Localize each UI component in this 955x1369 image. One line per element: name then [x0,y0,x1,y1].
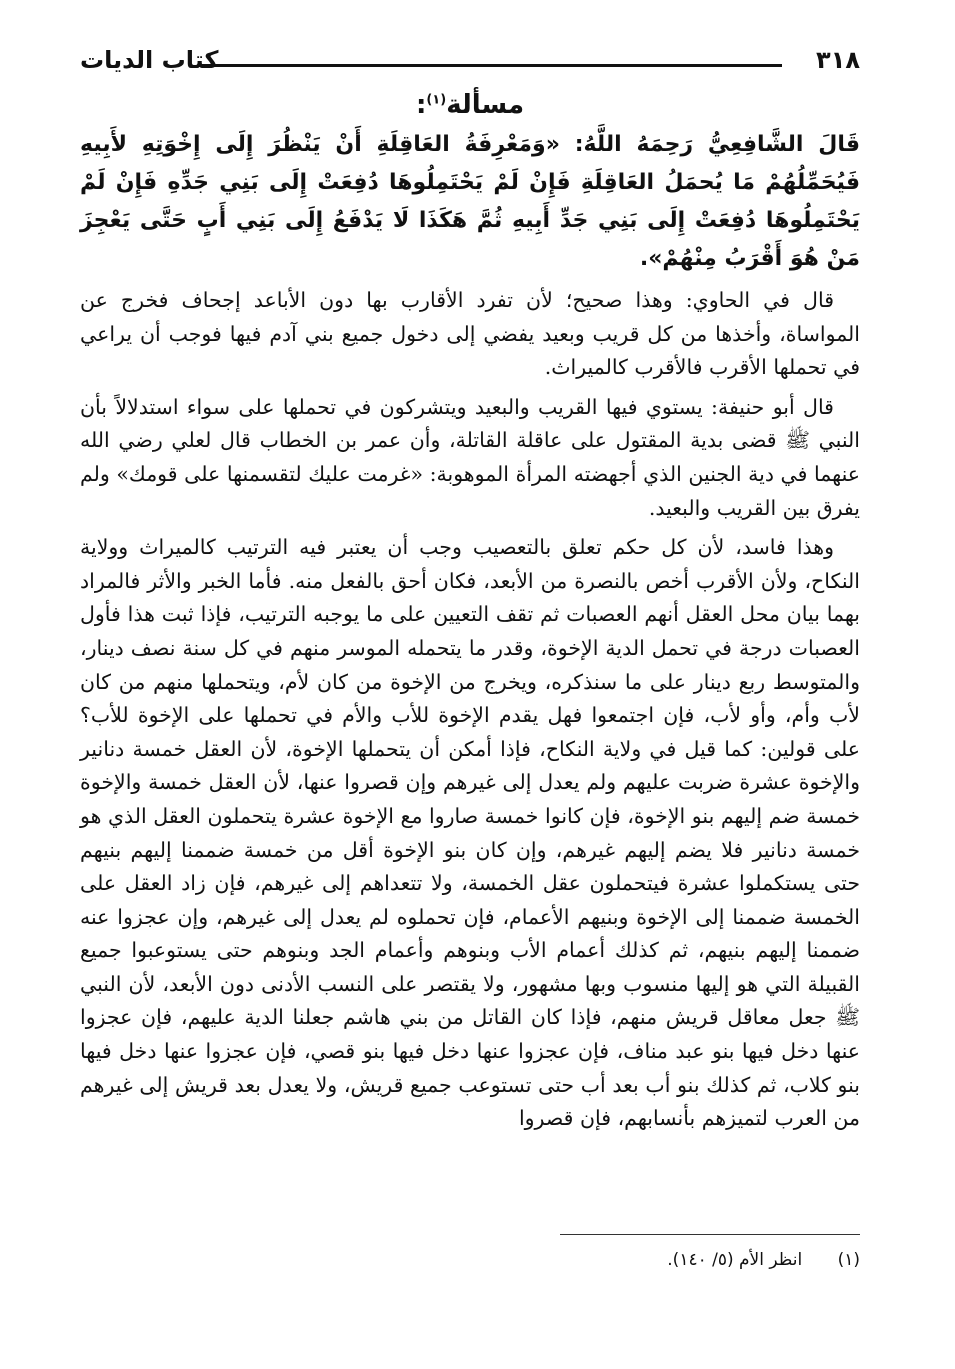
footnote-number: (١) [837,1250,860,1270]
footnote-rule [560,1234,860,1235]
paragraph-refutation: وهذا فاسد، لأن كل حكم تعلق بالتعصيب وجب أن يعتبر فيه الترتيب كالميراث وولاية النكاح، ولأن الأقرب أخص بالنصرة من الأبعد، فكان أحق بالفعل منه. فأما الخبر والأثر فالمراد بهما بيان محل العقل أنهم العصبات ثم تقف التعيين على ما يوجبه الترتيب، فإذا ثبت هذا فأول العصبات درجة في تحمل الدية الإخوة، وقدر ما يتحمله الموسر منهم في كل سنة نصف دينار، والمتوسط ربع دينار على ما سنذكره، ويخرج من الإخوة من كان لأم، ويتحملها منهم من كان لأب وأم، وأو لأب، فإن اجتمعوا فهل يقدم الإخوة للأب والأم في تحملها على الإخوة للأب؟ على قولين: كما قيل في ولاية النكاح، فإذا أمكن أن يتحملها الإخوة، لأن العقل خمسة دنانير والإخوة عشرة ضربت عليهم ولم يعدل إلى غيرهم وإن قصروا عنها، لأن العقل خمسة والإخوة خمسة ضم إليهم بنو الإخوة، فإن كانوا خمسة صاروا مع الإخوة عشرة يتحملون العقل الذي هو خمسة دنانير فلا يضم إليهم غيرهم، وإن كان بنو الإخوة أقل من خمسة ضممنا إليهم بنيهم حتى يستكملوا عشرة فيتحملون عقل الخمسة، ولا تتعداهم إلى غيرهم، فإن زاد العقل على الخمسة ضممنا إلى الإخوة وبنيهم الأعمام، فإن تحملوه لم يعدل إلى غيرهم، وإن عجزوا عنه ضممنا إليهم بنيهم، ثم كذلك أعمام الأب وبنوهم وأعمام الجد وبنوهم حتى يستوعبوا جميع القبيلة التي هو إليها منسوب وبها مشهور، ولا يقتصر على النسب الأدنى دون الأبعد، لأن النبي ﷺ جعل معاقل قريش منهم، فإذا كان القاتل من بني هاشم جعلنا الدية عليهم، فإن عجزوا عنها دخل فيها بنو عبد مناف، فإن عجزوا عنها دخل فيها بنو قصي، فإن عجزوا عنها دخل فيها بنو كلاب، ثم كذلك بنو أب بعد أب حتى تستوعب جميع قريش، ولا يعدل بعد قريش إلى غيرهم من العرب لتميزهم بأنسابهم، فإن قصروا [80,535,860,1131]
book-title: كتاب الديات [80,46,219,74]
section-title: مسألة [446,90,525,120]
footnote [667,1250,860,1270]
page-number: ٣١٨ [816,46,860,74]
paragraph-hawi: قال في الحاوي: وهذا صحيح؛ لأن تفرد الأقارب بها دون الأباعد إجحاف فخرج عن المواساة، وأخذها من كل قريب وبعيد يفضي إلى دخول جميع بني آدم فيها فوجب أن يراعي في تحملها الأقرب فالأقرب كالميراث. [80,288,860,380]
section-colon: : [415,90,427,120]
paragraph-abu-hanifa: قال أبو حنيفة: يستوي فيها القريب والبعيد ويتشركون في تحملها على سواء استدلالاً بأن النبي ﷺ قضى بدية المقتول على عاقلة القاتلة، وأن عمر بن الخطاب قال لعلي رضي الله عنهما في دية الجنين الذي أجهضته المرأة الموهوبة: «غرمت عليك لتقسمنها على قومك» ولم يفرق بين القريب والبعيد. [80,394,860,520]
footnote-marker: (١) [426,92,447,108]
footnote-area [80,0,860,1369]
shafii-quote: قَالَ الشَّافِعِيُّ رَحِمَهُ اللَّهُ: «وَمَعْرِفَةُ العَاقِلَةِ أَنْ يَنْظُرَ إِلَى إِخْوَتِهِ لأَبِيهِ فَيُحَمِّلُهُمْ مَا يُحمَلُ العَاقِلَةِ فَإِنْ لَمْ يَحْتَمِلُوهَا دُفِعَتْ إِلَى بَنِي جَدِّهِ فَإِنْ لَمْ يَحْتَمِلُوهَا دُفِعَتْ إِلَى بَنِي جَدِّ أَبِيهِ ثُمَّ هَكَذَا لَا يَدْفَعُ إِلَى بَنِي أَبٍ حَتَّى يَعْجِزَ مَنْ هُوَ أَقْرَبُ مِنْهُمْ». [80,132,860,271]
footnote-text: انظر الأم (٥/ ١٤٠). [667,1250,803,1270]
